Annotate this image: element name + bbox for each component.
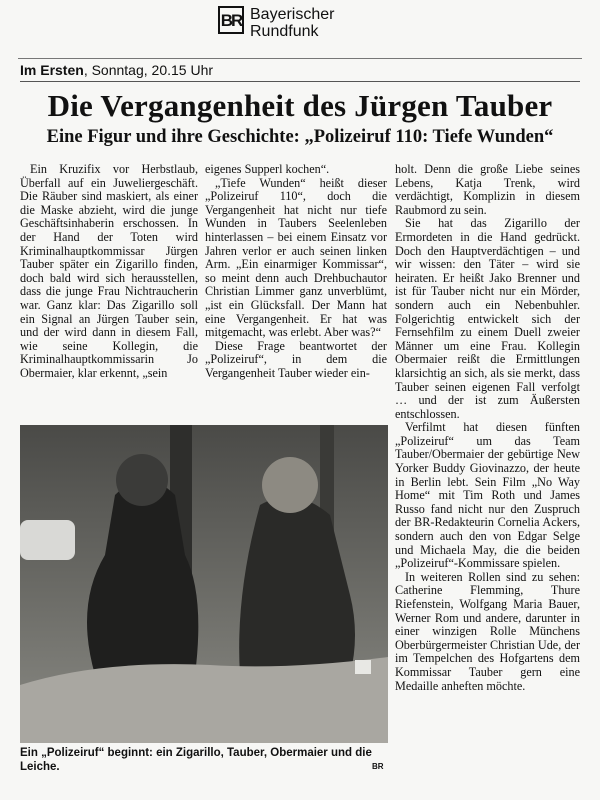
br-logo-text [250, 6, 334, 40]
article-column-1 [20, 163, 198, 381]
paragraph: Ein Kruzifix vor Herbstlaub, Überfall auf ein Juweliergeschäft. Die Räuber sind maskiert, als einer die Maske abzieht, wird die junge Geschäftsinhaberin erschossen. In der Hand der Toten wird Kriminalhauptkommissar Jürgen Tauber später ein Zigarillo finden, doch bald wird sich herausstellen, dass die junge Frau Nichtraucherin war. Ganz klar: Das Zigarillo soll ein Signal an Jürgen Tauber sein, und der wird dann in diesem Fall, wie seine Kollegin, die Kriminalhauptkommissarin Jo Obermaier, klar erkennt, „sein [20, 162, 198, 380]
man-head [116, 454, 168, 506]
paragraph: holt. Denn die große Liebe seines Lebens, Katja Trenk, wird verdächtigt, Komplizin in diesem Raubmord zu sein. [395, 162, 580, 217]
photo-credit: BR [372, 762, 384, 771]
paragraph: Diese Frage beantwortet der „Polizeiruf“, in dem die Vergangenheit Tauber wieder ein- [205, 338, 387, 380]
rubric-channel: Im Ersten [20, 62, 84, 78]
paragraph: Verfilmt hat diesen fünften „Polizeiruf“ um das Team Tauber/Obermaier der gebürtige New Yorker Buddy Giovinazzo, der heute in Berlin lebt. Sein Film „No Way Home“ mit Tim Roth und James Russo fand nicht nur den Zuspruch der BR-Redakteurin Cornelia Ackers, sondern auch den von Edgar Selge und Michaela May, die die beiden „Polizeiruf“-Kommissare spielen. [395, 420, 580, 571]
woman-head [262, 457, 318, 513]
rubric-time: , Sonntag, 20.15 Uhr [83, 62, 214, 78]
photo-caption: Ein „Polizeiruf“ beginnt: ein Zigarillo, Tauber, Obermaier und die Leiche. [20, 747, 372, 773]
article-column-3 [395, 163, 580, 693]
paragraph: eigenes Supperl kochen“. [205, 162, 330, 176]
evidence-marker [355, 660, 371, 674]
article-column-2 [205, 163, 387, 381]
headline: Die Vergangenheit des Jürgen Tauber [47, 88, 553, 123]
article-photo [20, 425, 388, 743]
paragraph: „Tiefe Wunden“ heißt dieser „Polizeiruf 110“, doch die Vergangenheit hat nicht nur tiefe Wunden in Taubers Seelenleben hinterlassen – bei einem Einsatz vor Jahren verlor er auch seinen linken Arm. „Ein einarmiger Kommissar“, so meint denn auch Drehbuchautor Christian Limmer ganz unverblümt, „ist ein Glücksfall. Der Mann hat eine Vergangenheit. Er hat was mitgemacht, was erlebt. Aber was?“ [205, 175, 387, 340]
rubric [20, 62, 580, 82]
paragraph: Sie hat das Zigarillo der Ermordeten in die Hand gedrückt. Doch den Hauptverdächtigen – und wir wissen: den Täter – wird sie heiraten. Er heißt Jako Brenner und ist für Tauber nicht nur ein Mörder, sondern auch ein Nebenbuhler. Folgerichtig entwickelt sich der Fernsehfilm zu einem Duell zweier Männer um eine Frau. Kollegin Obermaier reißt die Ermittlungen klarsichtig an sich, als sie merkt, dass Tauber seinen eigenen Fall verfolgt … und der ist zum Äußersten entschlossen. [395, 216, 580, 421]
car-shape [20, 520, 75, 560]
br-logo-mark: BR [218, 6, 244, 34]
logo-line2: Rundfunk [250, 23, 319, 40]
photo-scene [20, 425, 388, 743]
paragraph: In weiteren Rollen sind zu sehen: Catherine Flemming, Thure Riefenstein, Wolfgang Maria Bauer, Werner Rom und andere, darunter in einer winzigen Rolle Münchens Oberbürgermeister Christian Ude, der im Tempelchen des Hofgartens dem Kommissar Tauber gern eine Medaille anheften möchte. [395, 569, 580, 693]
logo-line1: Bayerischer [250, 6, 335, 23]
masthead [218, 6, 334, 40]
subheadline: Eine Figur und ihre Geschichte: „Polizeiruf 110: Tiefe Wunden“ [46, 127, 554, 147]
rubric-rule [18, 58, 582, 59]
